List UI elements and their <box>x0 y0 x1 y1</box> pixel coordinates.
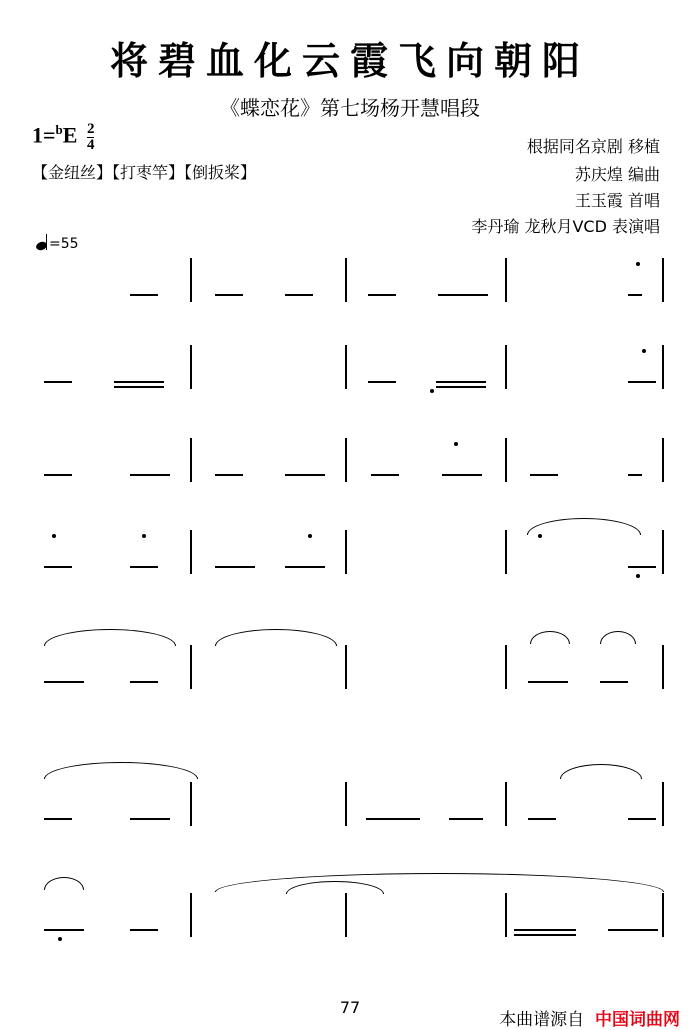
beam-line <box>628 474 642 476</box>
beam-line <box>436 381 486 383</box>
slur-arc <box>600 631 636 644</box>
key-note: E <box>62 122 78 148</box>
beam-line <box>368 381 396 383</box>
octave-dot <box>308 534 312 538</box>
barline <box>190 345 192 389</box>
barline <box>662 645 664 689</box>
beam-line <box>44 381 72 383</box>
barline <box>345 645 347 689</box>
beam-line <box>514 929 576 931</box>
beam-line <box>285 566 325 568</box>
barline <box>505 345 507 389</box>
beam-line <box>44 566 72 568</box>
barline <box>345 530 347 574</box>
barline <box>662 530 664 574</box>
key-signature <box>32 122 94 153</box>
beam-line <box>528 681 568 683</box>
time-signature: $\frac{2}{4}$ <box>86 121 95 153</box>
slur-arc <box>560 764 642 779</box>
barline <box>505 782 507 826</box>
key-flat: b <box>55 122 63 138</box>
octave-dot <box>636 262 640 266</box>
barline <box>345 893 347 937</box>
octave-dot <box>454 442 458 446</box>
key-base: 1= <box>32 122 56 148</box>
beam-line <box>628 566 656 568</box>
beam-line <box>215 566 255 568</box>
beam-line <box>528 818 556 820</box>
barline <box>662 345 664 389</box>
beam-line <box>628 294 642 296</box>
beam-line <box>449 818 483 820</box>
beam-line <box>628 818 656 820</box>
barline <box>505 438 507 482</box>
beam-line <box>285 474 325 476</box>
source-credit: 本曲谱源自 中国词曲网 <box>499 1010 680 1030</box>
beam-line <box>130 474 170 476</box>
beam-line <box>44 929 84 931</box>
beam-line <box>130 681 158 683</box>
barline <box>505 645 507 689</box>
octave-dot <box>142 534 146 538</box>
beam-line <box>366 818 420 820</box>
slur-arc <box>215 629 337 646</box>
beam-line <box>530 474 558 476</box>
beam-line <box>114 386 164 388</box>
source-site: 中国词曲网 <box>595 1010 680 1030</box>
tempo-mark: =55 <box>36 234 79 252</box>
beam-line <box>215 294 243 296</box>
beam-line <box>130 566 158 568</box>
beam-line <box>44 681 84 683</box>
beam-line <box>130 818 170 820</box>
barline <box>190 438 192 482</box>
barline <box>662 893 664 937</box>
barline <box>505 258 507 302</box>
credit-first-singer: 王玉霞 首唱 <box>574 191 660 210</box>
beam-line <box>368 294 396 296</box>
beam-line <box>215 474 243 476</box>
barline <box>662 438 664 482</box>
subtitle: 《蝶恋花》第七场杨开慧唱段 <box>220 96 480 120</box>
beam-line <box>608 929 658 931</box>
page-number: 77 <box>339 998 361 1017</box>
barline <box>505 893 507 937</box>
barline <box>345 438 347 482</box>
barline <box>662 782 664 826</box>
octave-dot <box>636 574 640 578</box>
barline <box>505 530 507 574</box>
barline <box>190 893 192 937</box>
beam-line <box>442 474 482 476</box>
beam-line <box>130 929 158 931</box>
slur-arc <box>44 629 176 646</box>
beam-line <box>44 474 72 476</box>
beam-line <box>44 818 72 820</box>
slur-arc <box>215 873 664 892</box>
beam-line <box>514 934 576 936</box>
barline <box>190 645 192 689</box>
octave-dot <box>52 534 56 538</box>
barline <box>345 258 347 302</box>
slur-arc <box>44 877 84 890</box>
barline <box>190 258 192 302</box>
credit-performers: 李丹瑜 龙秋月VCD 表演唱 <box>471 217 660 236</box>
beam-line <box>371 474 399 476</box>
octave-dot <box>58 937 62 941</box>
barline <box>662 258 664 302</box>
barline <box>190 530 192 574</box>
beam-line <box>114 381 164 383</box>
beam-line <box>438 294 488 296</box>
beam-line <box>600 681 628 683</box>
barline <box>345 782 347 826</box>
slur-arc <box>530 631 570 644</box>
octave-dot <box>642 349 646 353</box>
credit-adaptation: 根据同名京剧 移植 <box>526 137 660 156</box>
beam-line <box>628 381 656 383</box>
barline <box>345 345 347 389</box>
tune-modes: 【金纽丝】【打枣竿】【倒扳桨】 <box>32 163 257 182</box>
page-title: 将碧血化云霞飞向朝阳 <box>109 38 590 83</box>
slur-arc <box>527 518 641 535</box>
beam-line <box>436 386 486 388</box>
beam-line <box>285 294 313 296</box>
barline <box>190 782 192 826</box>
slur-arc <box>44 762 198 779</box>
credit-arranger: 苏庆煌 编曲 <box>574 165 660 184</box>
octave-dot <box>430 389 434 393</box>
beam-line <box>130 294 158 296</box>
